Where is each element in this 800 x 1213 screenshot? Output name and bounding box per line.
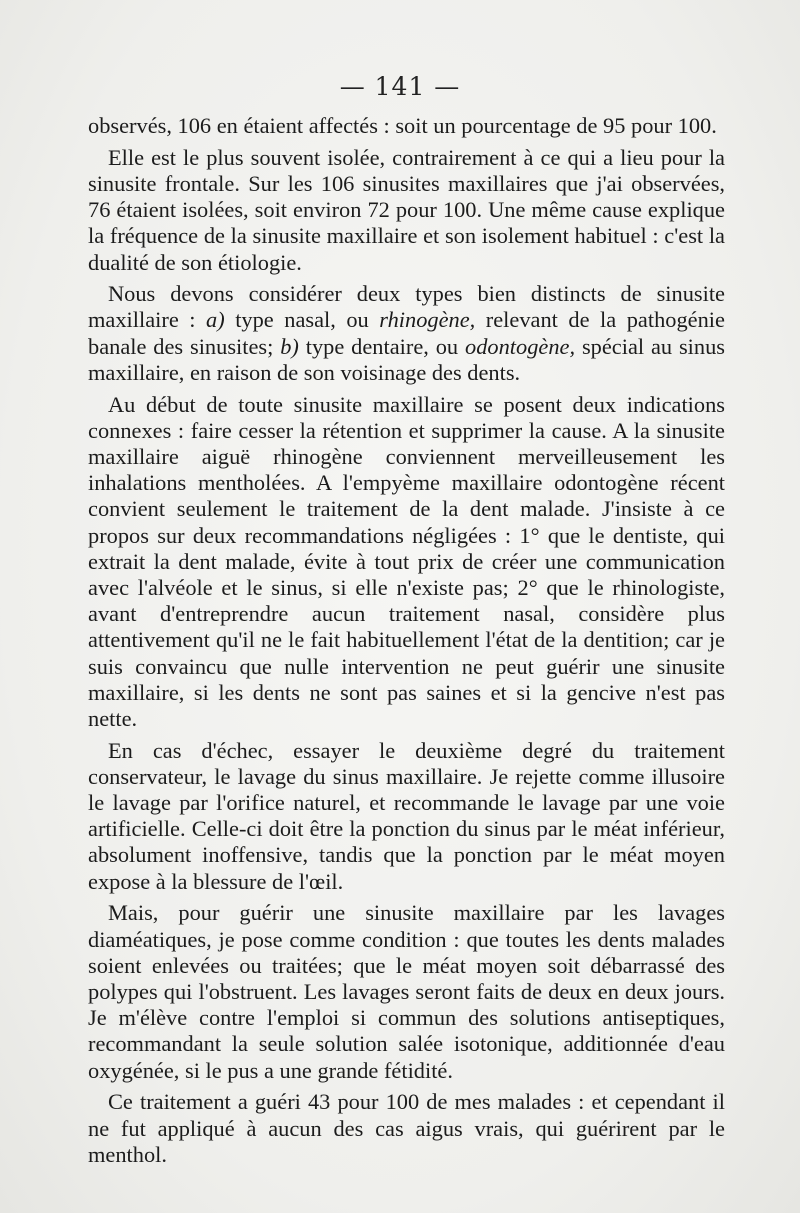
type-b-after: spécial au sinus maxillaire, en raison de son voisinage des dents. [88, 333, 726, 385]
type-b-term: odontogène, [465, 333, 576, 359]
types-intro: Nous devons considérer deux types bien distincts de sinusite maxillaire : [88, 281, 725, 333]
paragraph-types [88, 281, 725, 386]
paragraph-indications: Au début de toute sinusite maxillaire se posent deux indications connexes : faire cesser la rétention et supprimer la cause. A la sinusite maxillaire aiguë rhinogène conviennent merveilleusement les inhalations mentholées. A l'empyème maxillaire odontogène récent convient seulement le traitement de la dent malade. J'insiste à ce propos sur deux recommandations négligées : 1° que le dentiste, qui extrait la dent malade, évite à tout prix de créer une communication avec l'alvéole et le sinus, si elle n'existe pas; 2° que le rhinologiste, avant d'entreprendre aucun traitement nasal, considère plus attentivement qu'il ne le fait habituellement l'état de la dentition; car je suis convaincu que nulle intervention ne peut guérir une sinusite maxillaire, si les dents ne sont pas saines et si la gencive n'est pas nette. [88, 391, 725, 731]
body-text [88, 113, 725, 1168]
paragraph-conditions: Mais, pour guérir une sinusite maxillaire par les lavages diaméatiques, je pose comme condition : que toutes les dents malades soient enlevées ou traitées; que le méat moyen soit débarrassé des polypes qui l'obstruent. Les lavages seront faits de deux en deux jours. Je m'élève contre l'emploi si commun des solutions antiseptiques, recommandant la seule solution salée isotonique, additionnée d'eau oxygénée, si le pus a une grande fétidité. [88, 900, 725, 1083]
page-number: — 141 — [339, 72, 461, 101]
paragraph-isolation: Elle est le plus souvent isolée, contrairement à ce qui a lieu pour la sinusite frontale. Sur les 106 sinusites maxillaires que j'ai observées, 76 étaient isolées, soit environ 72 pour 100. Une même cause explique la fréquence de la sinusite maxillaire et son isolement habituel : c'est la dualité de son étiologie. [88, 144, 725, 275]
type-a-marker: a) [206, 307, 225, 333]
type-a-after: relevant de la pathogénie banale des sinusites; [88, 307, 725, 359]
paragraph-results: Ce traitement a guéri 43 pour 100 de mes malades : et cependant il ne fut appliqué à aucun des cas aigus vrais, qui guérirent par le menthol. [88, 1089, 725, 1167]
type-a-term: rhinogène, [379, 307, 476, 333]
type-a-before: type nasal, ou [235, 307, 369, 333]
type-b-before: type dentaire, ou [305, 333, 459, 359]
paragraph-lavage: En cas d'échec, essayer le deuxième degré du traitement conservateur, le lavage du sinus maxillaire. Je rejette comme illusoire le lavage par l'orifice naturel, et recommande le lavage par une voie artificielle. Celle-ci doit être la ponction du sinus par le méat inférieur, absolument inoffensive, tandis que la ponction par le méat moyen expose à la blessure de l'œil. [88, 737, 725, 894]
paragraph-continuation: observés, 106 en étaient affectés : soit un pourcentage de 95 pour 100. [88, 113, 717, 138]
type-b-marker: b) [280, 333, 299, 359]
